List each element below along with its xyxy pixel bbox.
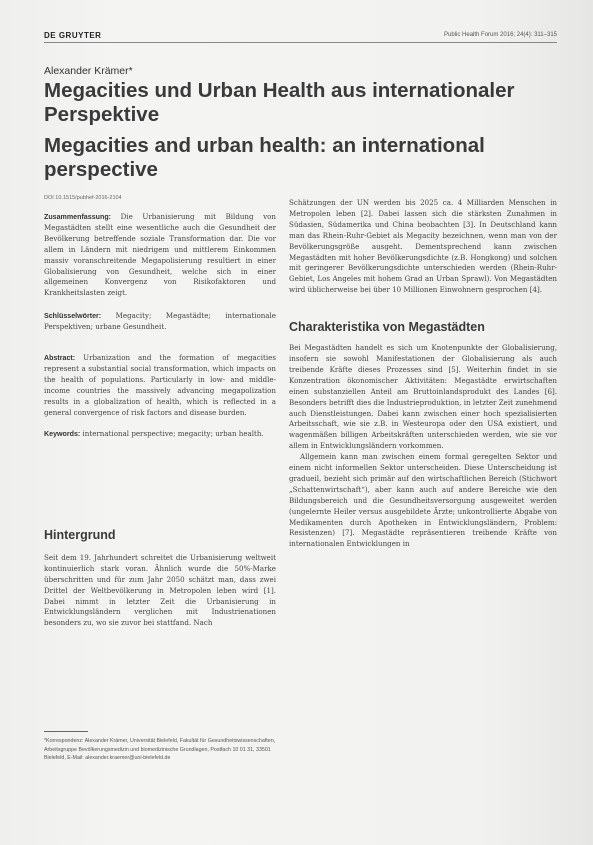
abstract-label: Abstract: [44, 354, 76, 363]
zusammenfassung-label: Zusammenfassung: [44, 213, 112, 221]
schluesselwoerter-text: Megacity; Megastädte; internationale Perspektiven; urbane Gesundheit. [44, 311, 276, 332]
journal-reference: Public Health Forum 2016; 24(4): 311–315 [444, 32, 557, 38]
keywords-text: international perspective; megacity; urban health. [82, 428, 264, 438]
schluesselwoerter [44, 311, 276, 333]
right-column [289, 198, 557, 550]
abstract-text: Urbanization and the formation of megacities represent a substantial social transformation, which impacts on the health of populations. Particularly in low- and middle-income countries the massively advancing megapolization results in a globalization of health, which is reflected in a general convergence of risk factors and disease burden. [44, 353, 276, 417]
section-heading-charakteristika: Charakteristika von Megastädten [289, 320, 485, 335]
left-column-summaries [44, 212, 276, 439]
author-name: Alexander Krämer* [44, 65, 133, 77]
publisher-name: DE GRUYTER [44, 31, 102, 40]
left-column-hintergrund [44, 530, 276, 629]
keywords [44, 429, 276, 440]
title-german: Megacities und Urban Health aus internationaler Perspektive [44, 79, 515, 126]
charakteristika-paragraph-1: Bei Megastädten handelt es sich um Knotenpunkte der Globalisierung, insofern sie sowohl Manifestationen der Globalisierung als auch treibende Kräfte dieses Prozesses sind [5]. Weiterhin findet in sie Konzentration ökonomischer Aktivitäten: Megastädte erwirtschaften einen substanziellen Anteil am Bruttoinlandsprodukt des Landes [6]. Besonders betrifft dies die Industrieproduktion, in letzter Zeit zunehmend auch Dienstleistungen. Dabei kann zwischen einer hoch spezialisierten Arbeitsschaft, wie sie z.B. in Westeuropa oder den USA existiert, und wagenmäßen billigen Arbeitskräften unterschieden werden, wie sie vor allem in Entwicklungsländern vorkommen. [289, 343, 557, 451]
header-divider [44, 42, 557, 43]
keywords-label: Keywords: [44, 429, 81, 438]
zusammenfassung-text: Die Urbanisierung mit Bildung von Megastädten stellt eine wesentliche auch die Gesundheit der Bevölkerung betreffende soziale Transformation dar. Die vor allem in Ländern mit niedrigem und mittlerem Einkommen massiv voranschreitende Megapolisierung resultiert in einer Globalisierung von Gesundheit, welche sich in einer allgemeinen Konvergenz von Risikofaktoren und Krankheitslasten zeigt. [44, 212, 276, 298]
intro-paragraph: Schätzungen der UN werden bis 2025 ca. 4 Milliarden Menschen in Metropolen leben [2]. Dabei lassen sich die stärksten Zunahmen in Südasien, Südamerika und China beobachten [3]. In Deutschland kann man das Rhein-Ruhr-Gebiet als Megacity bezeichnen, wenn man von der Bevölkerungsgröße ausgeht. Dementsprechend kann zwischen Megastädten mit hoher Bevölkerungsdichte (z.B. Hongkong) und solchen mit geringerer Bevölkerungsdichte unterschieden werden (Rhein-Ruhr-Gebiet, Los Angeles mit hohem Grad an Urban Sprawl). Von Megastädten wird üblicherweise bei über 10 Millionen Einwohnern gesprochen [4]. [289, 198, 557, 295]
charakteristika-paragraph-2: Allgemein kann man zwischen einem formal geregelten Sektor und einem nicht informellen Sektor unterscheiden. Diese Unterscheidung ist gradueil, bezieht sich primär auf den wirtschaftlichen Bereich (Stichwort „Schattenwirtschaft“), aber kann auch auf andere Bereiche wie den Bildungsbereich und die Gesundheitsversorgung ausgeweitet werden (ungelernte Heiler versus ausgebildete Ärzte; unkontrollierte Abgabe von Medikamenten durch Apotheken in Entwicklungsländern, Problem: Resistenzen) [7]. Megastädte repräsentieren treibende Kräfte von internationalen Entwicklungen in [289, 452, 557, 549]
hintergrund-paragraph: Seit dem 19. Jahrhundert schreitet die Urbanisierung weltweit kontinuierlich stark voran. Ähnlich wurde die 50%-Marke überschritten und für zum Jahr 2050 schätzt man, dass zwei Drittel der Weltbevölkerung in Metropolen leben wird [1]. Dabei nimmt in letzter Zeit die Urbanisierung in Entwicklungsländern verglichen mit Industrienationen besonders zu, wo sie zuvor bei stattfand. Nach [44, 552, 276, 628]
doi: DOI 10.1515/pubhef-2016-2104 [44, 195, 122, 201]
title-english: Megacities and urban health: an international perspective [44, 134, 485, 181]
section-heading-hintergrund: Hintergrund [44, 528, 116, 542]
correspondence-footnote: *Korrespondenz: Alexander Krämer, Universität Bielefeld, Fakultät für Gesundheitswissenschaften, Arbeitsgruppe Bevölkerungsmedizin und biomedizinische Grundlagen, Postfach 10 01 31, 33501 Bielefeld, E-Mail: alexander.kraemer@uni-bielefeld.de [44, 738, 276, 762]
footnote-divider [44, 731, 88, 732]
zusammenfassung [44, 212, 276, 299]
abstract [44, 353, 276, 418]
schluesselwoerter-label: Schlüsselwörter: [44, 312, 102, 321]
